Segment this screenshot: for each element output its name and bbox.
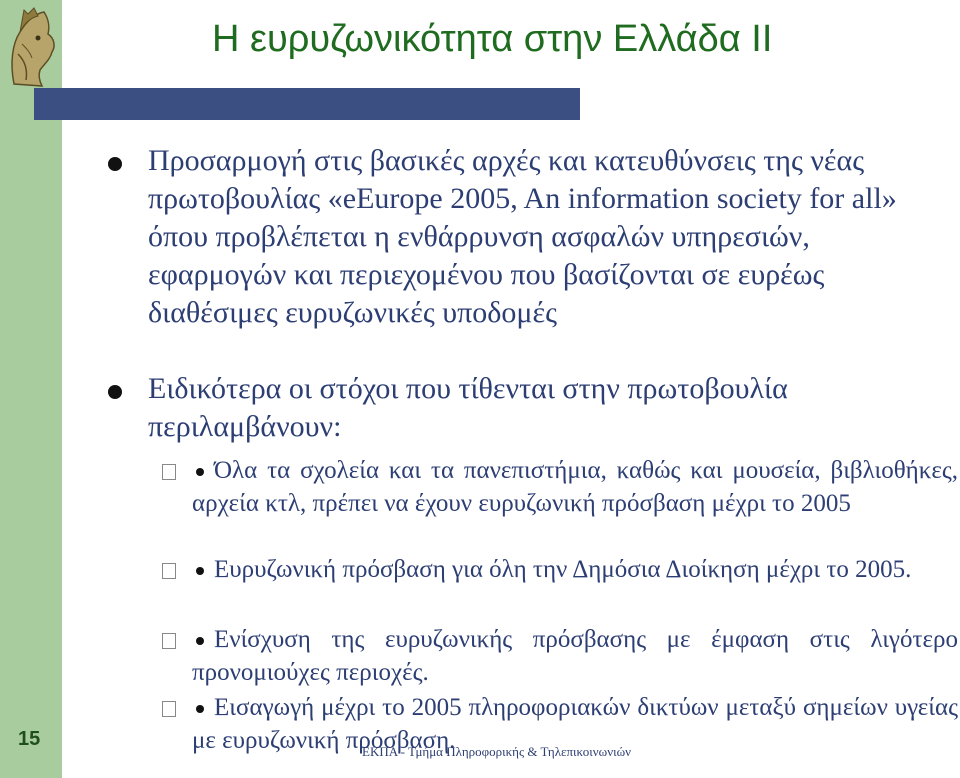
sub-bullet-box [162, 701, 176, 717]
sub-bullet-dot [196, 637, 204, 645]
sub-bullet-text-4: Εισαγωγή μέχρι το 2005 πληροφοριακών δικτύων μεταξύ σημείων υγείας με ευρυζωνική πρόσβαση. [192, 694, 958, 754]
sub-bullet-dot [196, 705, 204, 713]
bullet-dot [108, 385, 122, 399]
sub-bullet-box [162, 633, 176, 649]
sub-bullet-2 [192, 553, 958, 586]
sub-bullet-box [162, 563, 176, 579]
sub-bullet-3 [192, 623, 958, 689]
sub-bullet-dot [196, 468, 204, 476]
bullet-text-2: Ειδικότερα οι στόχοι που τίθενται στην πρωτοβουλία περιλαμβάνουν: [148, 372, 788, 443]
athena-head-icon [4, 4, 60, 90]
title-underline-gap [580, 104, 960, 112]
sub-bullet-dot [196, 567, 204, 575]
sub-bullet-box [162, 464, 176, 480]
slide-number: 15 [18, 728, 41, 750]
bullet-text-1: Προσαρμογή στις βασικές αρχές και κατευθύνσεις της νέας πρωτοβουλίας «eEurope 2005, An information society for all» όπου προβλέπεται η ενθάρρυνση ασφαλών υπηρεσιών, εφαρμογών και περιεχομένου που βασίζονται σε ευρέως διαθέσιμες ευρυζωνικές υποδομές [148, 144, 897, 329]
sub-bullet-text-2: Ευρυζωνική πρόσβαση για όλη την Δημόσια Διοίκηση μέχρι το 2005. [214, 556, 912, 583]
slide-title: Η ευρυζωνικότητα στην Ελλάδα ΙΙ [212, 18, 773, 60]
sub-bullet-text-3: Ενίσχυση της ευρυζωνικής πρόσβασης με έμφαση στις λιγότερο προνομιούχες περιοχές. [192, 626, 958, 686]
title-underline-bar [34, 88, 580, 120]
slide-footer: ΕΚΠΑ - Τμήμα Πληροφορικής & Τηλεπικοινωνιών [362, 744, 632, 759]
sub-bullet-1 [192, 454, 958, 520]
sub-bullet-text-1: Όλα τα σχολεία και τα πανεπιστήμια, καθώς και μουσεία, βιβλιοθήκες, αρχεία κτλ, πρέπει να έχουν ευρυζωνική πρόσβαση μέχρι το 2005 [192, 457, 958, 517]
bullet-dot [108, 157, 122, 171]
